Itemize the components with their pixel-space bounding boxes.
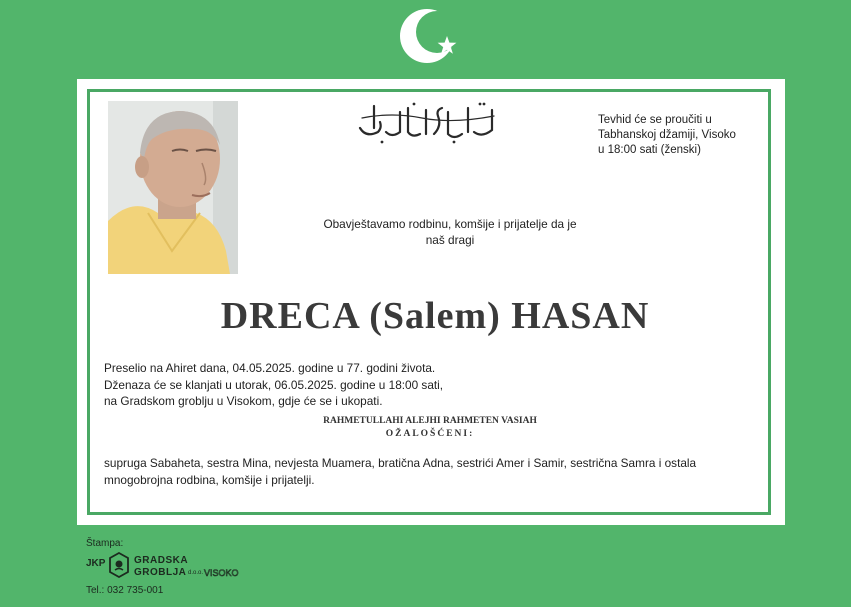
- mourners-line-2: mnogobrojna rodbina, komšije i prijatelji.: [104, 472, 315, 487]
- company-name-line-2: GROBLJA: [134, 567, 187, 578]
- print-label: Štampa:: [86, 538, 124, 549]
- company-name-line-1: GRADSKA: [134, 555, 189, 566]
- details-line-2: Dženaza će se klanjati u utorak, 06.05.2025. godine u 18:00 sati,: [104, 377, 444, 392]
- tevhid-line-1: Tevhid će se proučiti u: [598, 114, 712, 126]
- prayer-block: [230, 415, 630, 441]
- death-details: [104, 360, 544, 410]
- company-suffix: d.o.o.: [188, 570, 204, 576]
- company-city: VISOKO: [204, 568, 239, 578]
- intro-line-2: naš dragi: [425, 233, 475, 247]
- printer-footer: [86, 538, 326, 603]
- company-logo-icon: [108, 552, 130, 578]
- company-phone: Tel.: 032 735-001: [86, 585, 164, 596]
- portrait-photo: [108, 101, 238, 274]
- intro-line-1: Obavještavamo rodbinu, komšije i prijatelje da je: [323, 217, 577, 231]
- intro-text: [300, 216, 600, 248]
- mourners-line-1: supruga Sabaheta, sestra Mina, nevjesta Muamera, bratična Adna, sestrići Amer i Samir, sestrična Samra i ostala: [104, 456, 697, 470]
- deceased-name: DRECA (Salem) HASAN: [220, 295, 650, 337]
- company-prefix: JKP: [86, 558, 106, 569]
- tevhid-line-3: u 18:00 sati (ženski): [598, 144, 701, 156]
- details-line-1: Preselio na Ahiret dana, 04.05.2025. godine u 77. godini života.: [104, 361, 436, 375]
- tevhid-line-2: Tabhanskoj džamiji, Visoko: [598, 129, 736, 141]
- prayer-text: RAHMETULLAHI ALEJHI RAHMETEN VASIAH: [323, 416, 537, 426]
- mourners-list: [104, 455, 744, 488]
- tevhid-notice: [598, 113, 768, 158]
- details-line-3: na Gradskom groblju u Visokom, gdje će se i ukopati.: [104, 394, 383, 408]
- crescent-star-icon: [397, 6, 457, 66]
- arabic-calligraphy-icon: [352, 98, 502, 146]
- mourners-heading: OŽALOŠĆENI:: [385, 429, 475, 439]
